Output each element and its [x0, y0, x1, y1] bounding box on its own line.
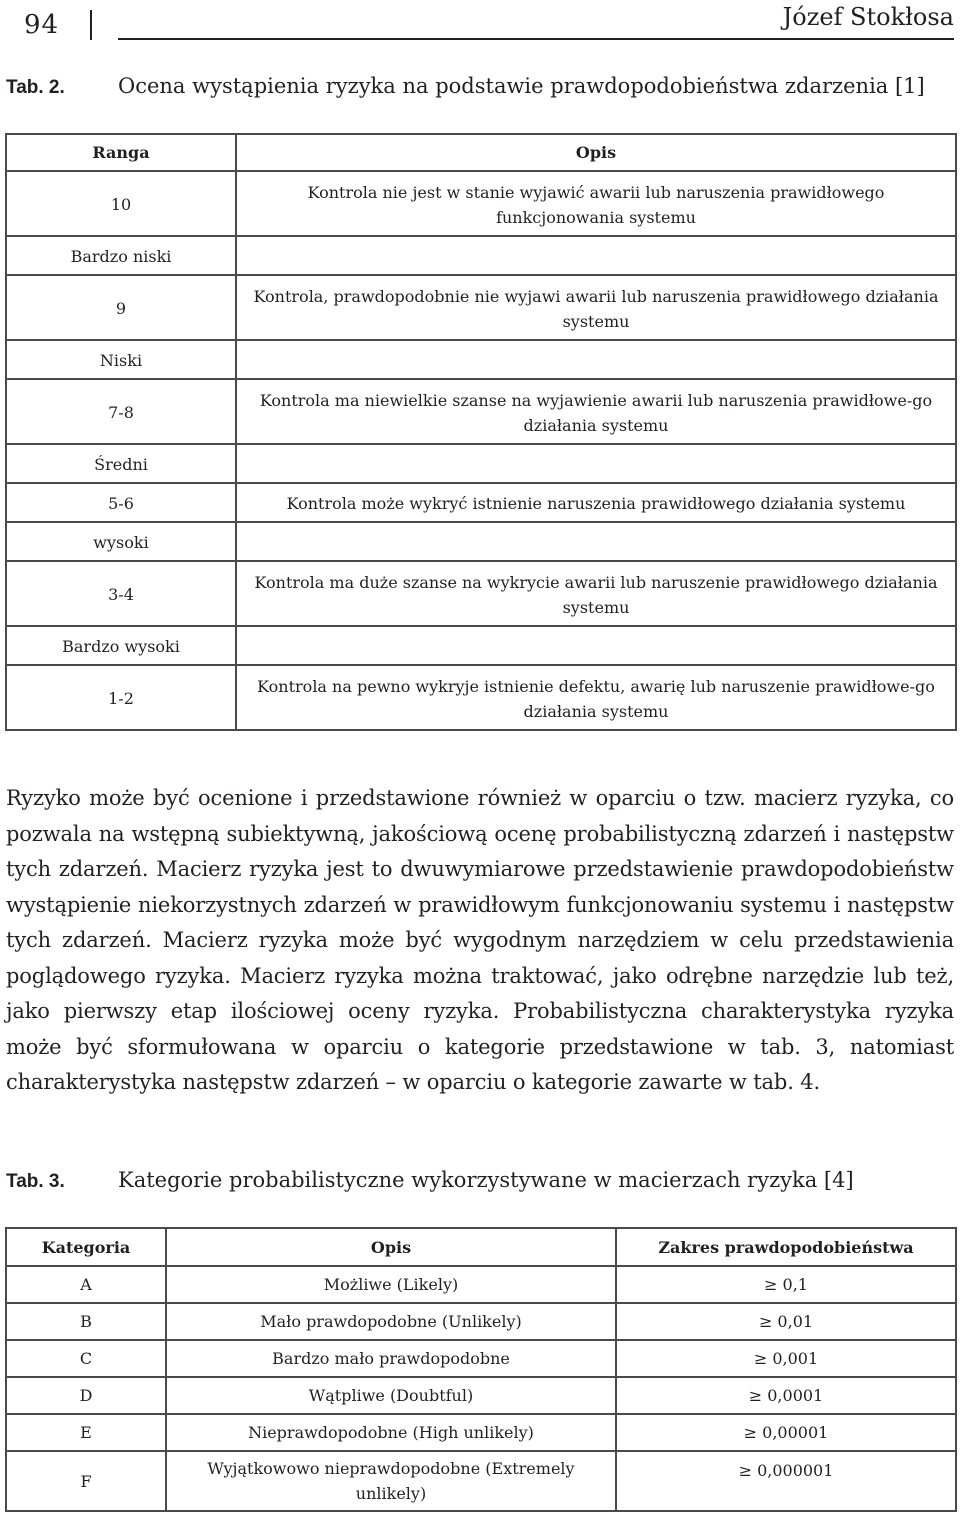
- table2-caption: [6, 74, 925, 99]
- empty-cell: [236, 236, 956, 275]
- table-row: [6, 1414, 956, 1451]
- table-row: [6, 1377, 956, 1414]
- header-rank: Ranga: [6, 134, 236, 171]
- rank-cell: 5-6: [6, 483, 236, 522]
- header-divider-vertical: [90, 10, 92, 40]
- header-category: Kategoria: [6, 1228, 166, 1266]
- description-cell: Możliwe (Likely): [166, 1266, 616, 1303]
- table-row: [6, 483, 956, 522]
- category-cell: C: [6, 1340, 166, 1377]
- description-cell: Kontrola, prawdopodobnie nie wyjawi awarii lub naruszenia prawidłowego działania systemu: [236, 275, 956, 340]
- table-row: [6, 522, 956, 561]
- page-header: [0, 0, 960, 50]
- table-header-row: [6, 1228, 956, 1266]
- description-cell: Kontrola nie jest w stanie wyjawić awarii lub naruszenia prawidłowego funkcjonowania systemu: [236, 171, 956, 236]
- table-row: [6, 236, 956, 275]
- table-row: [6, 626, 956, 665]
- level-cell: Bardzo wysoki: [6, 626, 236, 665]
- header-description: Opis: [236, 134, 956, 171]
- description-cell: Kontrola na pewno wykryje istnienie defektu, awarię lub naruszenie prawidłowe-go działania systemu: [236, 665, 956, 730]
- range-cell: ≥ 0,01: [616, 1303, 956, 1340]
- header-description: Opis: [166, 1228, 616, 1266]
- running-head-author: Józef Stokłosa: [782, 3, 954, 31]
- table-row: [6, 171, 956, 236]
- header-divider-horizontal: [118, 38, 954, 40]
- category-cell: E: [6, 1414, 166, 1451]
- table-row: [6, 561, 956, 626]
- rank-cell: 7-8: [6, 379, 236, 444]
- empty-cell: [236, 626, 956, 665]
- level-cell: Średni: [6, 444, 236, 483]
- table-row: [6, 275, 956, 340]
- category-cell: D: [6, 1377, 166, 1414]
- description-cell: Kontrola może wykryć istnienie naruszenia prawidłowego działania systemu: [236, 483, 956, 522]
- table3-label: Tab. 3.: [6, 1171, 65, 1192]
- table-row: [6, 1340, 956, 1377]
- table-header-row: [6, 134, 956, 171]
- rank-cell: 10: [6, 171, 236, 236]
- description-cell: Wątpliwe (Doubtful): [166, 1377, 616, 1414]
- range-cell: ≥ 0,001: [616, 1340, 956, 1377]
- description-cell: Kontrola ma duże szanse na wykrycie awarii lub naruszenie prawidłowego działania systemu: [236, 561, 956, 626]
- description-cell: Mało prawdopodobne (Unlikely): [166, 1303, 616, 1340]
- empty-cell: [236, 522, 956, 561]
- page-number: 94: [24, 10, 60, 40]
- table-row: [6, 1303, 956, 1340]
- description-cell: Wyjątkowowo nieprawdopodobne (Extremely unlikely): [166, 1451, 616, 1511]
- range-cell: ≥ 0,000001: [616, 1451, 956, 1511]
- table-row: [6, 665, 956, 730]
- body-paragraph: Ryzyko może być ocenione i przedstawione również w oparciu o tzw. macierz ryzyka, co pozwala na wstępną subiektywną, jakościową ocenę probabilistyczną zdarzeń i następstw tych zdarzeń. Macierz ryzyka jest to dwuwymiarowe przedstawienie prawdopodobieństw wystąpienie niekorzystnych zdarzeń w prawidłowym funkcjonowaniu systemu i następstw tych zdarzeń. Macierz ryzyka może być wygodnym narzędziem w celu przedstawienia poglądowego ryzyka. Macierz ryzyka można traktować, jako odrębne narzędzie lub też, jako pierwszy etap ilościowej oceny ryzyka. Probabilistyczna charakterystyka ryzyka może być sformułowana w oparciu o kategorie przedstawione w tab. 3, natomiast charakterystyka następstw zdarzeń – w oparciu o kategorie zawarte w tab. 4.: [6, 786, 954, 1094]
- rank-cell: 9: [6, 275, 236, 340]
- range-cell: ≥ 0,0001: [616, 1377, 956, 1414]
- rank-cell: 3-4: [6, 561, 236, 626]
- level-cell: wysoki: [6, 522, 236, 561]
- description-cell: Kontrola ma niewielkie szanse na wyjawienie awarii lub naruszenia prawidłowe-go działania systemu: [236, 379, 956, 444]
- table-row: [6, 340, 956, 379]
- table2-label: Tab. 2.: [6, 77, 65, 98]
- table-row: [6, 1266, 956, 1303]
- description-cell: Bardzo mało prawdopodobne: [166, 1340, 616, 1377]
- empty-cell: [236, 444, 956, 483]
- range-cell: ≥ 0,00001: [616, 1414, 956, 1451]
- category-cell: F: [6, 1451, 166, 1511]
- level-cell: Niski: [6, 340, 236, 379]
- level-cell: Bardzo niski: [6, 236, 236, 275]
- probability-category-table: [5, 1227, 957, 1512]
- category-cell: A: [6, 1266, 166, 1303]
- table3-title: Kategorie probabilistyczne wykorzystywane w macierzach ryzyka [4]: [118, 1168, 854, 1192]
- category-cell: B: [6, 1303, 166, 1340]
- rank-cell: 1-2: [6, 665, 236, 730]
- description-cell: Nieprawdopodobne (High unlikely): [166, 1414, 616, 1451]
- risk-rank-table: [5, 133, 957, 731]
- table3-caption: [6, 1168, 854, 1193]
- range-cell: ≥ 0,1: [616, 1266, 956, 1303]
- table-row: [6, 379, 956, 444]
- table2-title: Ocena wystąpienia ryzyka na podstawie prawdopodobieństwa zdarzenia [1]: [118, 74, 925, 98]
- table-row: [6, 444, 956, 483]
- table-row: [6, 1451, 956, 1511]
- header-probability-range: Zakres prawdopodobieństwa: [616, 1228, 956, 1266]
- empty-cell: [236, 340, 956, 379]
